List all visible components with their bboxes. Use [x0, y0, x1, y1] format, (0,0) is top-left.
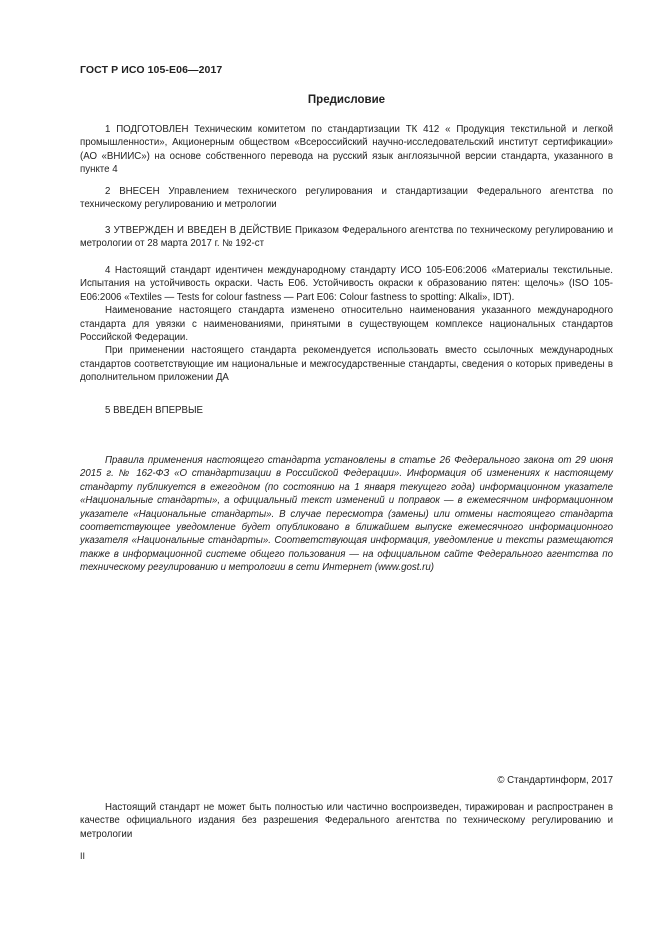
item-4-name-note: Наименование настоящего стандарта изменено относительно наименования указанного международного стандарта для увязки с наименованиями, принятыми в существующем комплексе национальных стандартов Российской Федерации.: [80, 305, 613, 344]
reproduction-notice: Настоящий стандарт не может быть полностью или частично воспроизведен, тиражирован и распространен в качестве официального издания без разрешения Федерального агентства по техническому регулированию и метрологии: [80, 802, 613, 840]
application-rules-notice: Правила применения настоящего стандарта установлены в статье 26 Федерального закона от 29 июня 2015 г. № 162-ФЗ «О стандартизации в Российской Федерации». Информация об изменениях к настоящему стандарту публикуется в ежегодном (по состоянию на 1 января текущего года) информационном указателе «Национальные стандарты», а официальный текст изменений и поправок — в ежемесячном информационном указателе «Национальные стандарты». В случае пересмотра (замены) или отмены настоящего стандарта соответствующее уведомление будет опубликовано в ближайшем выпуске ежемесячного информационного указателя «Национальные стандарты». Соответствующая информация, уведомление и тексты размещаются также в информационной системе общего пользования — на официальном сайте Федерального агентства по техническому регулированию и метрологии в сети Интернет (www.gost.ru): [80, 455, 613, 574]
item-3-block: [80, 224, 613, 251]
standard-id-header: ГОСТ Р ИСО 105-Е06—2017: [80, 64, 223, 76]
page-title: Предисловие: [307, 94, 386, 106]
item-1-block: [80, 123, 613, 177]
reproduction-notice-block: [80, 801, 613, 841]
item-5-block: [80, 404, 613, 417]
item-2-block: [80, 185, 613, 212]
item-2-paragraph: 2 ВНЕСЕН Управлением технического регулирования и стандартизации Федерального агентства по техническому регулированию и метрологии: [80, 186, 613, 211]
item-1-paragraph: 1 ПОДГОТОВЛЕН Техническим комитетом по стандартизации ТК 412 « Продукция текстильной и легкой промышленности», Акционерным обществом «Всероссийский научно-исследовательский институт сертификации» (АО «ВНИИС») на основе собственного перевода на русский язык англоязычной версии стандарта, указанного в пункте 4: [80, 124, 613, 176]
copyright-line: © Стандартинформ, 2017: [497, 775, 613, 786]
item-3-paragraph: 3 УТВЕРЖДЕН И ВВЕДЕН В ДЕЙСТВИЕ Приказом Федерального агентства по техническому регулированию и метрологии от 28 марта 2017 г. № 192-ст: [80, 225, 613, 250]
page-number: II: [80, 851, 86, 861]
item-4-paragraph: 4 Настоящий стандарт идентичен международному стандарту ИСО 105-Е06:2006 «Материалы текстильные. Испытания на устойчивость окраски. Часть Е06. Устойчивость окраски к образованию пятен: щелочь» (ISO 105-E06:2006 «Textiles — Tests for colour fastness — Part E06: Colour fastness to spotting: Alkali», IDT).: [80, 265, 613, 303]
item-4-references-note: При применении настоящего стандарта рекомендуется использовать вместо ссылочных международных стандартов соответствующие им национальные и межгосударственные стандарты, сведения о которых приведены в дополнительном приложении ДА: [80, 345, 613, 384]
application-rules-notice-block: [80, 454, 613, 575]
item-4-block: [80, 264, 613, 385]
item-5-paragraph: 5 ВВЕДЕН ВПЕРВЫЕ: [105, 405, 204, 416]
